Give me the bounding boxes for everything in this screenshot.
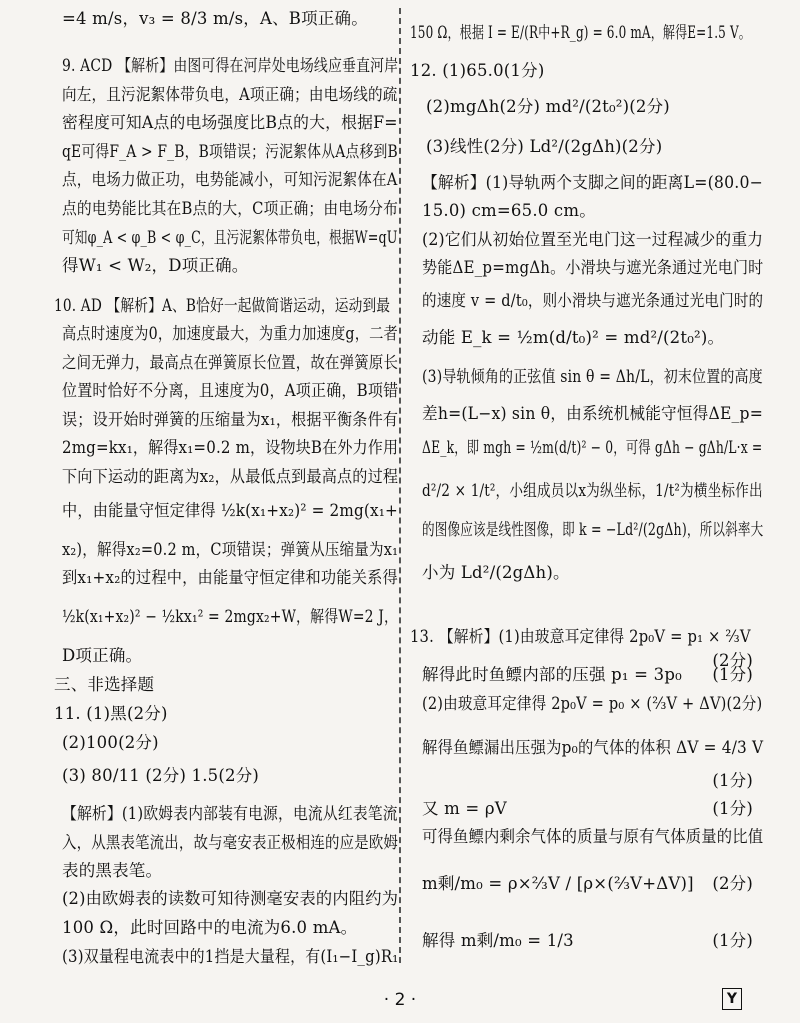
score-label: (2分) xyxy=(712,651,753,670)
text-line: (2)由玻意耳定律得 2p₀V = p₀ × (⅔V + ΔV)(2分) xyxy=(422,694,763,713)
text-line: 【解析】(1)欧姆表内部装有电源，电流从红表笔流 xyxy=(62,804,398,823)
text-line: 之间无弹力，最高点在弹簧原长位置，故在弹簧原长 xyxy=(62,353,399,372)
text-line: 10. AD 【解析】A、B恰好一起做简谐运动，运动到最 xyxy=(54,296,391,315)
score-label: (1分) xyxy=(712,771,753,790)
text-line: m剩/m₀ = ρ×⅔V / [ρ×(⅔V+ΔV)] xyxy=(422,874,694,893)
text-line: 表的黑表笔。 xyxy=(62,861,163,880)
page-number: · 2 · xyxy=(383,990,417,1010)
column-divider xyxy=(399,8,401,963)
text-line: 位置时恰好不分离，且速度为0，A项正确，B项错 xyxy=(62,381,399,400)
text-line: 差h=(L−x) sin θ，由系统机械能守恒得ΔE_p= xyxy=(422,404,764,423)
text-line: 的图像应该是线性图像，即 k = −Ld²/(2gΔh)，所以斜率大 xyxy=(422,520,764,539)
text-line: 误；设开始时弹簧的压缩量为x₁，根据平衡条件有 xyxy=(62,410,399,429)
text-line: 向左，且污泥絮体带负电，A项正确；由电场线的疏 xyxy=(62,85,398,104)
text-line: 13. 【解析】(1)由玻意耳定律得 2p₀V = p₁ × ⅔V xyxy=(410,627,751,646)
text-line: 11. (1)黑(2分) xyxy=(54,704,168,723)
text-line: 12. (1)65.0(1分) xyxy=(410,61,545,80)
text-line: 点的电势能比其在B点的大，C项正确；由电场分布 xyxy=(62,199,399,218)
text-line: 小为 Ld²/(2gΔh)。 xyxy=(422,563,570,582)
text-line: 9. ACD 【解析】由图可得在河岸处电场线应垂直河岸 xyxy=(62,56,399,75)
text-line: (2)它们从初始位置至光电门这一过程减少的重力 xyxy=(422,230,764,249)
text-line: 可知φ_A < φ_B < φ_C，且污泥絮体带负电，根据W=qU xyxy=(62,228,398,247)
page-footer xyxy=(0,988,800,1014)
text-line: 100 Ω，此时回路中的电流为6.0 mA。 xyxy=(62,918,358,937)
text-line: 动能 E_k = ½m(d/t₀)² = md²/(2t₀²)。 xyxy=(422,328,725,347)
text-line: 2mg=kx₁，解得x₁=0.2 m，设物块B在外力作用 xyxy=(62,438,399,457)
text-line: 得W₁ < W₂，D项正确。 xyxy=(62,256,249,275)
text-line: 【解析】(1)导轨两个支脚之间的距离L=(80.0− xyxy=(422,173,764,192)
text-line: 可得鱼鳔内剩余气体的质量与原有气体质量的比值 xyxy=(422,827,764,846)
text-line: 又 m = ρV xyxy=(422,799,507,818)
text-line: 中，由能量守恒定律得 ½k(x₁+x₂)² = 2mg(x₁+ xyxy=(62,501,398,520)
text-line: 解得 m剩/m₀ = 1/3 xyxy=(422,931,574,950)
text-line: (3)线性(2分) Ld²/(2gΔh)(2分) xyxy=(426,137,663,156)
text-line: qE可得F_A > F_B，B项错误；污泥絮体从A点移到B xyxy=(62,142,398,161)
score-label: (1分) xyxy=(712,665,753,684)
text-line: d²/2 × 1/t²，小组成员以x为纵坐标，1/t²为横坐标作出 xyxy=(422,481,763,500)
text-line: (2)mgΔh(2分) md²/(2t₀²)(2分) xyxy=(426,97,670,116)
text-line: 的速度 v = d/t₀，则小滑块与遮光条通过光电门时的 xyxy=(422,291,764,310)
text-line: 15.0) cm=65.0 cm。 xyxy=(422,201,596,220)
text-line: ΔE_k，即 mgh = ½m(d/t)² − 0，可得 gΔh − gΔh/L·x = xyxy=(422,438,763,457)
text-line: 解得此时鱼鳔内部的压强 p₁ = 3p₀ xyxy=(422,665,682,684)
text-line: (3)双量程电流表中的1挡是大量程，有(I₁−I_g)R₁ xyxy=(62,947,399,966)
text-line: (3) 80/11 (2分) 1.5(2分) xyxy=(62,766,260,785)
text-line: (2)100(2分) xyxy=(62,733,159,752)
text-line: 点，电场力做正功，电势能减小，可知污泥絮体在A xyxy=(62,170,398,189)
text-line: 下向下运动的距离为x₂，从最低点到最高点的过程 xyxy=(62,467,399,486)
text-line: 密程度可知A点的电场强度比B点的大，根据F= xyxy=(62,113,398,132)
text-line: 三、非选择题 xyxy=(54,675,155,694)
text-line: 150 Ω，根据 I = E/(R中+R_g) = 6.0 mA，解得E=1.5 V。 xyxy=(410,23,751,42)
text-line: 势能ΔE_p=mgΔh。小滑块与遮光条通过光电门时 xyxy=(422,258,764,277)
text-line: =4 m/s，v₃ = 8/3 m/s，A、B项正确。 xyxy=(62,9,368,28)
text-line: 解得鱼鳔漏出压强为p₀的气体的体积 ΔV = 4/3 V xyxy=(422,738,764,757)
text-line: ½k(x₁+x₂)² − ½kx₁² = 2mgx₂+W，解得W=2 J， xyxy=(62,607,399,626)
page-mark: Y xyxy=(722,988,742,1010)
score-label: (2分) xyxy=(712,874,753,893)
text-line: (3)导轨倾角的正弦值 sin θ = Δh/L，初末位置的高度 xyxy=(422,367,763,386)
text-line: 到x₁+x₂的过程中，由能量守恒定律和功能关系得 xyxy=(62,568,398,587)
text-line: (2)由欧姆表的读数可知待测毫安表的内阻约为 xyxy=(62,889,399,908)
text-line: D项正确。 xyxy=(62,646,143,665)
text-line: 入，从黑表笔流出，故与毫安表正极相连的应是欧姆 xyxy=(62,833,399,852)
score-label: (1分) xyxy=(712,931,753,950)
score-label: (1分) xyxy=(712,799,753,818)
text-line: x₂)，解得x₂=0.2 m，C项错误；弹簧从压缩量为x₁ xyxy=(62,540,399,559)
text-line: 高点时速度为0，加速度最大，为重力加速度g，二者 xyxy=(62,324,398,343)
